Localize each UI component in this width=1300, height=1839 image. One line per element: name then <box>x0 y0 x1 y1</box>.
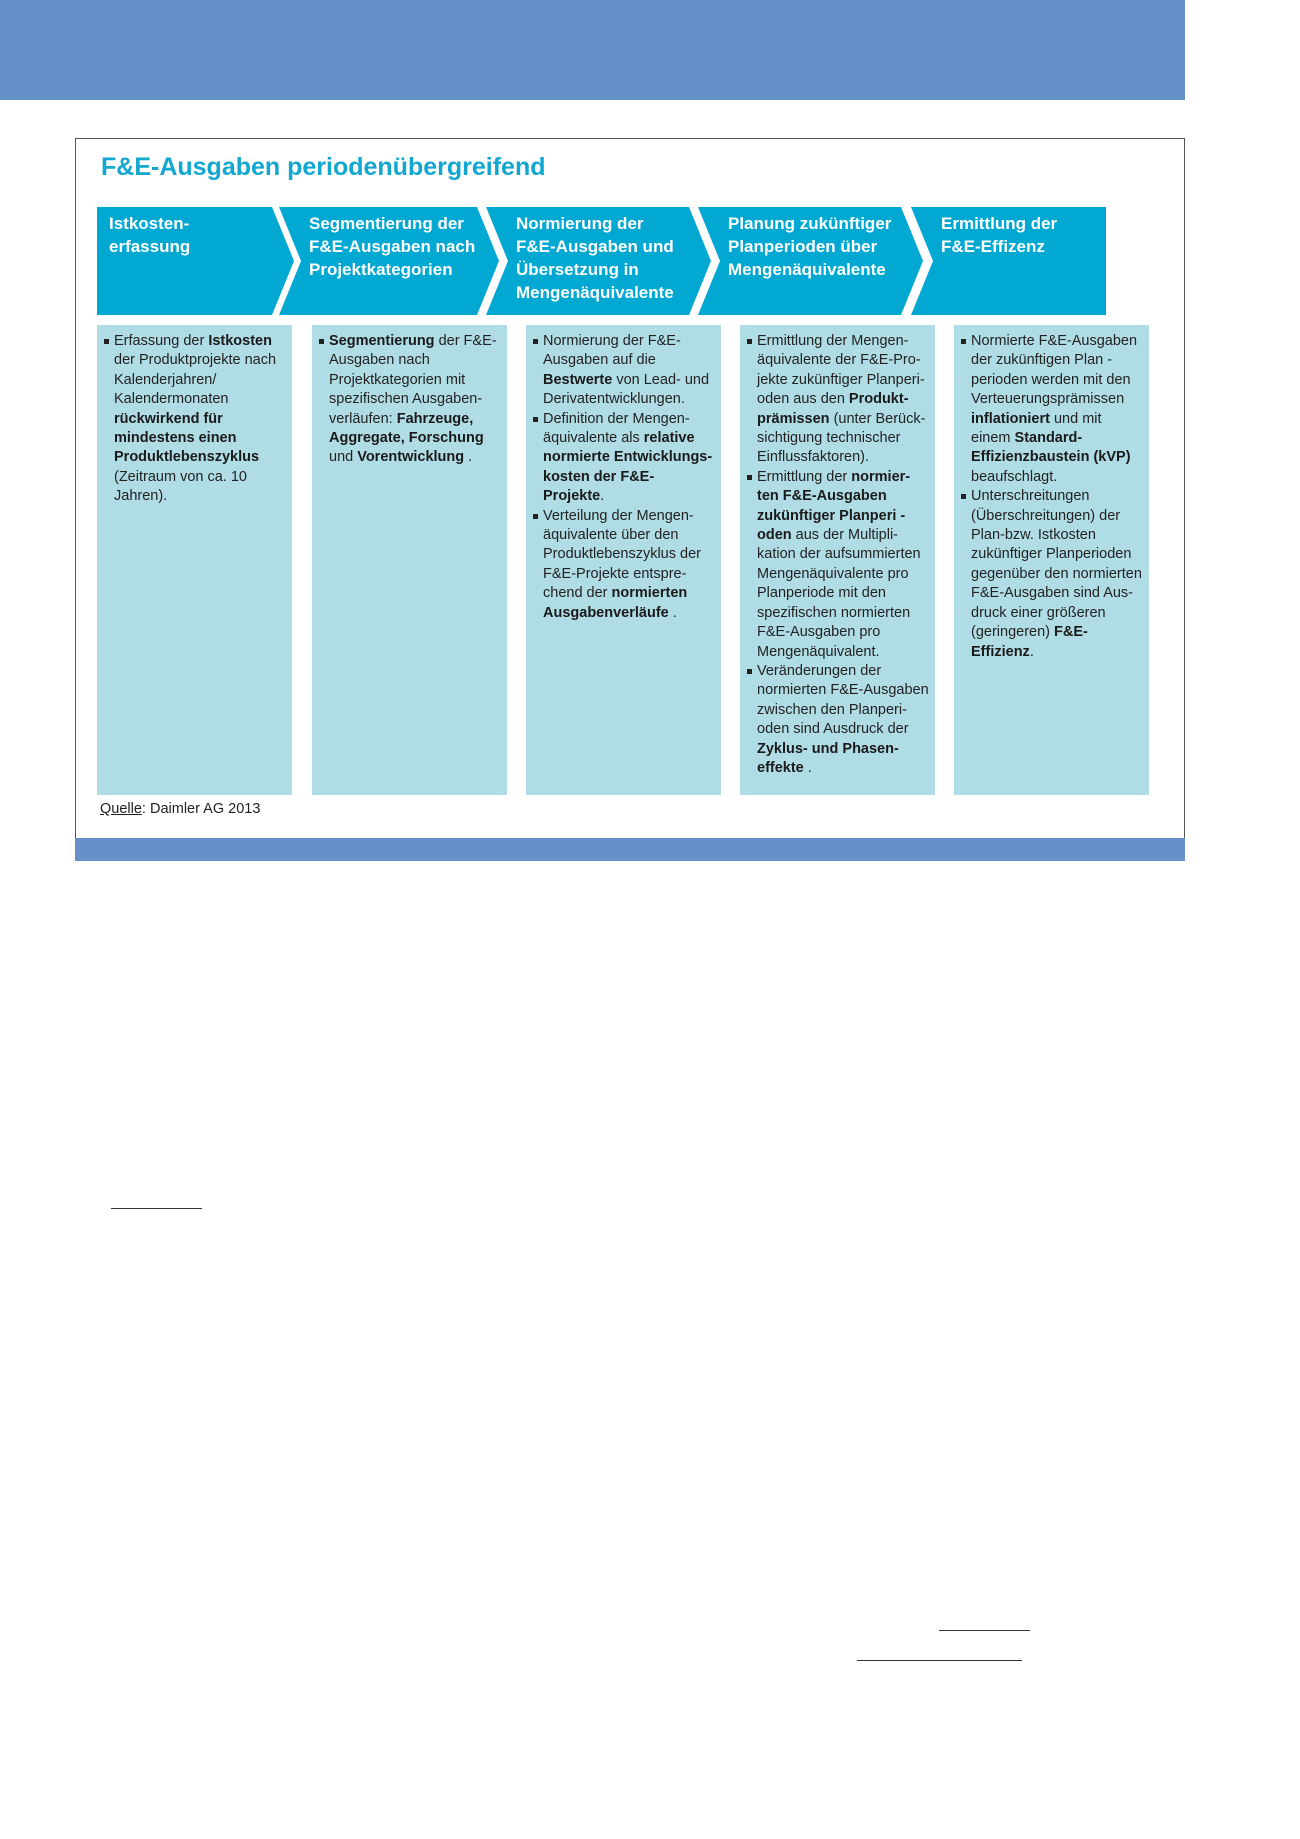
header-band <box>0 0 1185 100</box>
bold-text: relative <box>643 430 695 447</box>
bold-text: effekte <box>757 759 804 776</box>
text: . <box>668 604 677 621</box>
bold-text: inflationiert <box>971 410 1050 427</box>
bold-text: Produkt- <box>848 391 909 408</box>
text: Unterschreitungen <box>971 488 1090 505</box>
bullet-item <box>532 507 715 623</box>
text: (unter Berück- <box>829 410 926 427</box>
bold-text: Aggregate, Forschung <box>329 430 484 447</box>
text: perioden werden mit den <box>971 371 1131 388</box>
bullet-item <box>746 468 929 662</box>
bold-text: Fahrzeuge, <box>396 410 474 427</box>
bullet-item <box>103 332 286 507</box>
text: normierten F&E-Ausgaben <box>757 682 929 699</box>
column-3 <box>526 325 721 795</box>
column-5 <box>954 325 1149 795</box>
step-arrow-5 <box>911 207 1106 315</box>
bold-text: mindestens einen <box>114 430 237 447</box>
footer-band <box>75 838 1185 861</box>
bold-text: kosten der F&E-Projekte <box>543 468 655 505</box>
text: gegenüber den normierten <box>971 565 1142 582</box>
bold-text: zukünftiger Planperi - <box>757 507 906 524</box>
text: (Zeitraum von ca. 10 <box>114 468 247 485</box>
text: Planperiode mit den <box>757 585 886 602</box>
text: verläufen: <box>329 410 397 427</box>
bold-text: prämissen <box>757 410 830 427</box>
text: jekte zukünftiger Planperi- <box>757 371 925 388</box>
step-label: Segmentierung der F&E-Ausgaben nach Projektkategorien <box>309 214 476 279</box>
text: Jahren). <box>114 488 168 505</box>
bold-text: normierte Entwicklungs- <box>543 449 713 466</box>
bold-text: Segmentierung <box>329 333 435 349</box>
text: F&E-Projekte entspre- <box>543 565 687 582</box>
text: Definition der Mengen- <box>543 410 690 427</box>
bullet-item <box>318 332 501 468</box>
text: Derivatentwicklungen. <box>543 391 685 408</box>
step-arrow-1 <box>97 207 294 315</box>
bullet-item <box>532 332 715 410</box>
column-1 <box>97 325 292 795</box>
bold-text: Produktlebenszyklus <box>114 449 260 466</box>
text: von Lead- und <box>612 371 710 388</box>
step-arrow-3 <box>486 207 711 315</box>
bullet-item <box>746 662 929 778</box>
text: oden sind Ausdruck der <box>757 721 909 738</box>
step-arrow-4 <box>698 207 923 315</box>
text: Normierung der F&E- <box>543 333 681 349</box>
bold-text: Vorentwicklung <box>357 449 465 466</box>
text: . <box>464 449 473 466</box>
text: . <box>600 488 605 505</box>
text: Mengenäquivalente pro <box>757 565 909 582</box>
figure-frame <box>75 138 1185 838</box>
text: spezifischen normierten <box>757 604 911 621</box>
bold-text: Effizienzbaustein (kVP) <box>971 449 1131 466</box>
bold-text: Bestwerte <box>543 371 613 388</box>
text: Einflussfaktoren). <box>757 449 870 466</box>
text: Projektkategorien mit <box>329 371 466 388</box>
text: und mit <box>1049 410 1102 427</box>
text: Verteuerungsprämissen <box>971 391 1125 408</box>
text: Produktlebenszyklus der <box>543 546 701 563</box>
source-label: Quelle <box>100 801 142 817</box>
text: Kalenderjahren/ <box>114 371 217 388</box>
step-label: Istkosten- erfassung <box>109 214 191 256</box>
text: und <box>329 449 358 466</box>
step-label: Normierung der F&E-Ausgaben und Übersetzung in Mengenäquivalente <box>516 214 674 302</box>
text: chend der <box>543 585 612 602</box>
text: Erfassung der <box>114 333 209 349</box>
text: Plan-bzw. Istkosten <box>971 527 1096 544</box>
text: der Produktprojekte nach <box>114 352 277 369</box>
text: äquivalente über den <box>543 527 679 544</box>
text: Normierte F&E-Ausgaben <box>971 333 1138 349</box>
bold-text: normierten <box>611 585 688 602</box>
bullet-item <box>532 410 715 507</box>
bold-text: Zyklus- und Phasen- <box>757 740 899 757</box>
column-2 <box>312 325 507 795</box>
text: aus der Multipli- <box>791 527 899 544</box>
text: oden aus den <box>757 391 849 408</box>
bullet-item <box>960 332 1143 487</box>
text: Kalendermonaten <box>114 391 229 408</box>
rule <box>939 1630 1030 1631</box>
bold-text: ten F&E-Ausgaben <box>757 488 887 505</box>
text: der F&E- <box>434 333 497 349</box>
bold-text: normier- <box>851 468 911 485</box>
bold-text: oden <box>757 527 792 544</box>
text: zukünftiger Planperioden <box>971 546 1132 563</box>
rule <box>857 1660 1022 1661</box>
text: Ausgaben auf die <box>543 352 656 369</box>
bullet-item <box>746 332 929 468</box>
text: zwischen den Planperi- <box>757 701 907 718</box>
bold-text: F&E-Effizienz <box>971 624 1088 660</box>
text: Ermittlung der <box>757 468 852 485</box>
step-label: Ermittlung der F&E-Effizenz <box>941 214 1058 256</box>
text: spezifischen Ausgaben- <box>329 391 483 408</box>
text: äquivalente der F&E-Pro- <box>757 352 921 369</box>
text: F&E-Ausgaben sind Aus- <box>971 585 1134 602</box>
figure-title: F&E-Ausgaben periodenübergreifend <box>101 153 546 181</box>
text: (geringeren) <box>971 624 1055 641</box>
text: Ausgaben nach <box>329 352 430 369</box>
text: Mengenäquivalent. <box>757 643 880 660</box>
text: . <box>1029 643 1034 660</box>
text: beaufschlagt. <box>971 468 1058 485</box>
column-4 <box>740 325 935 795</box>
text: Veränderungen der <box>757 662 882 679</box>
text: der zukünftigen Plan - <box>971 352 1113 369</box>
text: druck einer größeren <box>971 604 1106 621</box>
step-label: Planung zukünftiger Planperioden über Mengenäquivalente <box>728 214 892 279</box>
text: Verteilung der Mengen- <box>543 507 694 524</box>
text: (Überschreitungen) der <box>971 507 1121 524</box>
bold-text: Standard- <box>1014 430 1083 447</box>
footnote-rule <box>111 1208 202 1209</box>
text: sichtigung technischer <box>757 430 901 447</box>
bullet-item <box>960 487 1143 662</box>
bold-text: rückwirkend für <box>114 410 223 427</box>
text: äquivalente als <box>543 430 644 447</box>
text: . <box>803 759 812 776</box>
text: F&E-Ausgaben pro <box>757 624 881 641</box>
text: einem <box>971 430 1015 447</box>
source-text: : Daimler AG 2013 <box>141 801 261 817</box>
text: Ermittlung der Mengen- <box>757 333 909 349</box>
bold-text: Ausgabenverläufe <box>543 604 669 621</box>
bold-text: Istkosten <box>208 333 272 349</box>
step-arrow-2 <box>279 207 499 315</box>
source-note <box>100 801 260 817</box>
text: kation der aufsummierten <box>757 546 921 563</box>
